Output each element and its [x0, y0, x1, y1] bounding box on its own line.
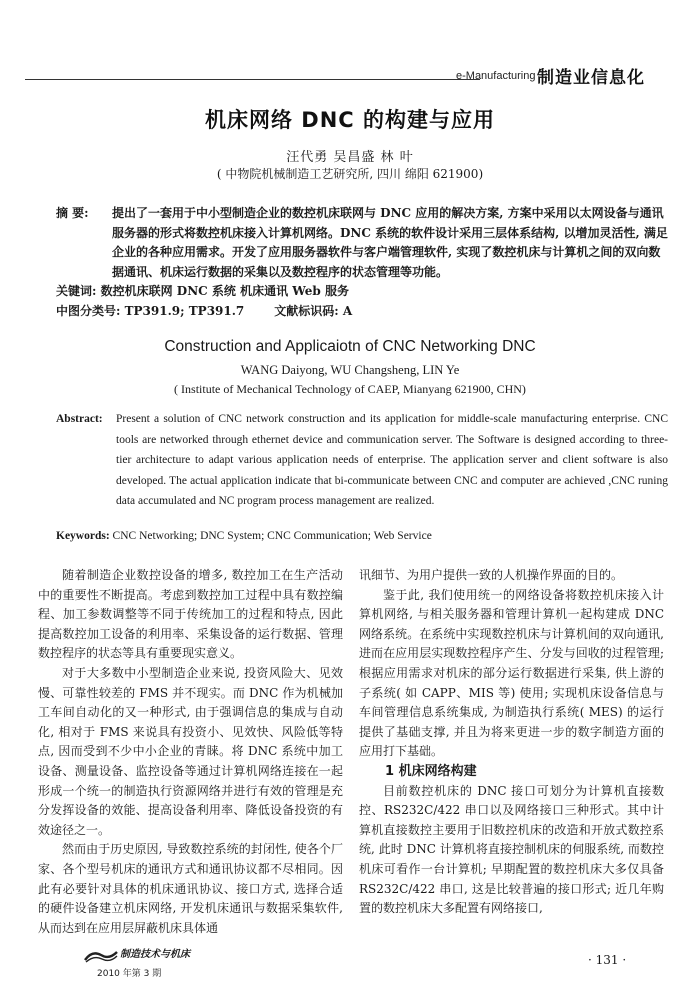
body-paragraph: 然而由于历史原因, 导致数控系统的封闭性, 使各个厂家、各个型号机床的通讯方式和通讯协议都不尽相同。因此有必要针对具体的机床通讯协议、接口方式, 选择合适的硬件设备建立机床网络, 开发机床通讯与数据采集软件, 从而达到在应用层屏蔽机床具体通 [38, 842, 343, 935]
abstract-en [56, 409, 668, 512]
keywords-en-text: CNC Networking; DNC System; CNC Communication; Web Service [109, 530, 432, 542]
classification-number: 中图分类号: TP391.9; TP391.7 [56, 304, 245, 318]
abstract-en-text: Present a solution of CNC network construction and its application for middle-scale manufacturing enterprise. CNC tools are networked through ethernet device and communication server. The Software is designed according to three-tier architecture to adapt various application needs of enterprise. The application server and client software is also developed. The actual application indicate that bi-communicate between CNC and computer are achieved ,CNC runing data accumulated and NC program process management are realized. [116, 413, 668, 507]
journal-logo-icon [84, 946, 118, 968]
affiliation-en: ( Institute of Mechanical Technology of CAEP, Mianyang 621900, CHN) [174, 382, 526, 396]
body-paragraph: 鉴于此, 我们使用统一的网络设备将数控机床接入计算机网络, 与相关服务器和管理计算机一起构建成 DNC 网络系统。在系统中实现数控机床与计算机间的双向通讯, 进而在应用层实现数控程序产生、分发与回收的过程管理; 根据应用需求对机床的部分运行数据进行采集, 供上游的子系统( 如 CAPP、MIS 等) 使用; 实现机床设备信息与车间管理信息系统集成, 为制造执行系统( MES) 的运行提供了基础支撑, 并且为将来更进一步的数字制造方面的应用打下基础。 [359, 587, 664, 759]
journal-name-en: e-Manufacturing [456, 70, 536, 82]
body-column-left [38, 566, 343, 938]
abstract-en-label: Abstract: [56, 413, 103, 425]
authors-en: WANG Daiyong, WU Changsheng, LIN Ye [240, 363, 460, 377]
keywords-en [56, 530, 432, 542]
abstract-cn-label: 摘 要: [56, 206, 89, 220]
paper-title-en: Construction and Applicaiotn of CNC Networking DNC [164, 338, 536, 355]
abstract-cn-text: 提出了一套用于中小型制造企业的数控机床联网与 DNC 应用的解决方案, 方案中采用以太网设备与通讯服务器的形式将数控机床接入计算机网络。DNC 系统的软件设计采用三层体系结构, 以增加灵活性, 满足企业的各种应用需求。开发了应用服务器软件与客户端管理软件, 实现了数控机床与计算机之间的双向数据通讯、机床运行数据的采集以及数控程序的状态管理等功能。 [112, 206, 668, 279]
authors: 汪代勇 吴昌盛 林 叶 [286, 150, 414, 165]
abstract-cn [56, 204, 668, 282]
body-paragraph: 目前数控机床的 DNC 接口可划分为计算机直接数控、RS232C/422 串口以及网络接口三种形式。其中计算机直接数控主要用于旧数控机床的改造和开放式数控系统, 此时 DNC 计算机将直接控制机床的伺服系统, 而数控机床可看作一台计算机; 早期配置的数控机床大多仅具备 RS232C/422 串口, 这是比较普遍的接口形式; 近几年购置的数控机床大多配置有网络接口, [359, 783, 664, 916]
section-heading: 1 机床网络构建 [385, 763, 477, 779]
keywords-cn: 关键词: 数控机床联网 DNC 系统 机床通讯 Web 服务 [56, 284, 349, 298]
body-paragraph: 对于大多数中小型制造企业来说, 投资风险大、见效慢、可靠性较差的 FMS 并不现实。而 DNC 作为机械加工车间自动化的又一种形式, 由于强调信息的集成与自动化, 相对于 FMS 来说具有投资小、见效快、风险低等特点, 因而受到不少中小企业的青睐。将 DNC 系统中加工设备、测量设备、监控设备等通过计算机网络连接在一起形成一个统一的制造执行资源网络并进行有效的管理是充分发挥设备的效能、提高设备利用率、降低设备投资的有效途径之一。 [38, 665, 343, 837]
journal-name-footer: 制造技术与机床 [120, 949, 190, 960]
document-code: 文献标识码: A [274, 304, 353, 318]
keywords-en-label: Keywords: [56, 530, 110, 542]
journal-name-cn: 制造业信息化 [537, 68, 645, 88]
body-paragraph: 讯细节、为用户提供一致的人机操作界面的目的。 [359, 568, 624, 582]
header-rule [25, 79, 480, 80]
body-column-right [359, 566, 664, 919]
affiliation: ( 中物院机械制造工艺研究所, 四川 绵阳 621900) [216, 167, 484, 181]
page-number: · 131 · [588, 953, 627, 967]
issue-label: 2010 年第 3 期 [97, 969, 162, 979]
paper-title: 机床网络 DNC 的构建与应用 [204, 108, 496, 132]
classification-line [56, 302, 352, 319]
body-paragraph: 随着制造企业数控设备的增多, 数控加工在生产活动中的重要性不断提高。考虑到数控加工过程中具有数控编程、加工参数调整等不同于传统加工的过程和特点, 因此提高数控加工设备的利用率、采集设备的运行数据、管理数控程序的状态等具有重要现实意义。 [38, 568, 343, 661]
